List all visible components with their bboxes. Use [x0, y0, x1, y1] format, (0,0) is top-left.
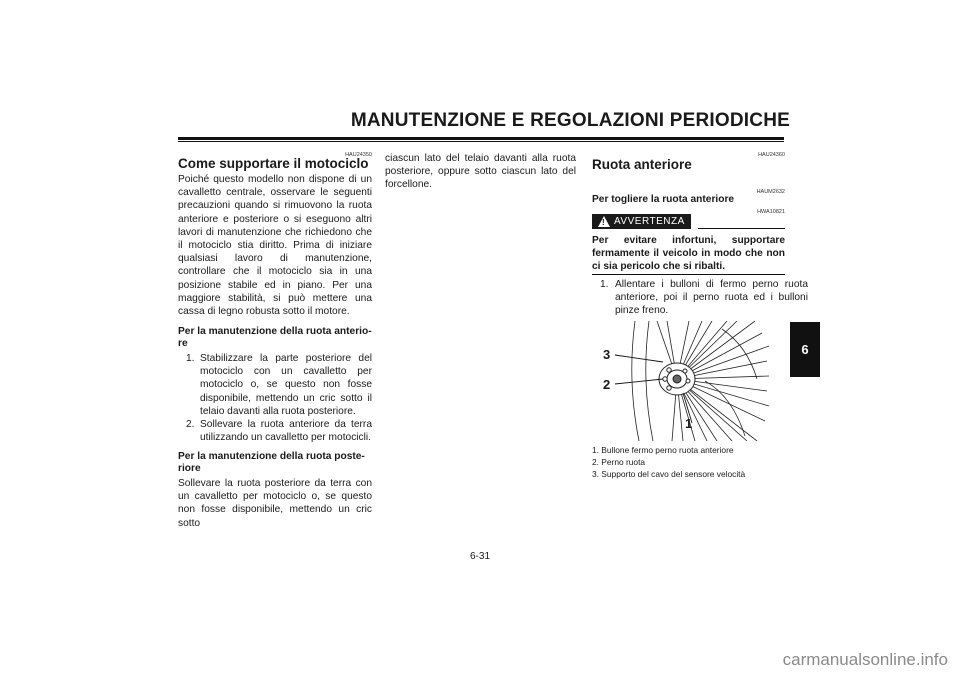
rear-wheel-paragraph: Sollevare la ruota posteriore da terra con un cavalletto per motociclo o, se questo non fosse disponibile, mettendo un cric sotto [178, 478, 372, 529]
step-text: Allentare i bulloni di fermo perno ruota anteriore, poi il perno ruota ed i bulloni pinze freno. [615, 279, 808, 317]
warning-badge [592, 214, 691, 229]
section-title: Ruota anteriore [592, 157, 692, 172]
figure-caption: 2. Perno ruota [592, 457, 646, 467]
rear-wheel-heading-line2: riore [178, 463, 201, 474]
figure-callout-1: 1 [685, 416, 693, 431]
wheel-illustration [597, 321, 769, 441]
front-wheel-heading-line2: re [178, 338, 188, 349]
step-text: Stabilizzare la parte posteriore del motociclo con un cavalletto per motociclo o, se questo non fosse disponibile, mettendo un cric sotto il telaio davanti alla ruota posteriore. [200, 353, 372, 417]
front-wheel-heading-line1: Per la manutenzione della ruota anterio- [178, 326, 372, 337]
warning-label: AVVERTENZA [614, 216, 685, 227]
figure-callout-2: 2 [603, 377, 611, 392]
section-code: HAU24350 [345, 152, 372, 158]
list-item [178, 352, 372, 418]
front-wheel-steps [178, 352, 372, 444]
continued-paragraph: ciascun lato del telaio davanti alla ruota posteriore, oppure sotto ciascun lato del forcellone. [385, 153, 576, 191]
step-number: 1. [186, 353, 195, 364]
section-title: Come supportare il motociclo [178, 156, 369, 171]
step-number: 2. [186, 419, 195, 431]
step-number: 1. [600, 279, 609, 290]
rear-wheel-heading [178, 451, 372, 475]
intro-paragraph: Poiché questo modello non dispone di un cavalletto centrale, osservare le seguenti precauzioni quando si rimuovono la ruota anteriore e posteriore o si eseguono altri lavori di manutenzione che richiedono che il motociclo stia diritto. Prima di iniziare qualsiasi lavoro di manutenzione, controllare che il motociclo sia in una posizione stabile ed in piano. Per una maggiore stabilità, si può mettere una cassa di legno robusta sotto il motore. [178, 174, 372, 318]
subsection-code: HAUM2632 [756, 189, 785, 195]
warning-code: HWA10821 [757, 209, 785, 215]
chapter-tab: 6 [790, 322, 820, 377]
front-wheel-heading [178, 326, 372, 350]
list-item [592, 278, 808, 318]
page-header-title: MANUTENZIONE E REGOLAZIONI PERIODICHE [350, 110, 790, 131]
figure-caption: 3. Supporto del cavo del sensore velocità [592, 469, 746, 479]
warning-icon: ! [598, 216, 610, 227]
warning-text: Per evitare infortuni, supportare fermamente il veicolo in modo che non ci sia pericolo che si ribalti. [592, 235, 785, 272]
header-rule-thin [178, 141, 784, 142]
figure-captions [592, 444, 785, 480]
page-number: 6-31 [469, 551, 490, 562]
header-rule [178, 137, 784, 140]
figure-caption: 1. Bullone fermo perno ruota anteriore [592, 445, 734, 455]
subsection-heading: Per togliere la ruota anteriore [592, 194, 735, 205]
section-code: HAU24360 [758, 152, 785, 158]
rear-wheel-heading-line1: Per la manutenzione della ruota poste- [178, 451, 365, 462]
step-text: Sollevare la ruota anteriore da terra utilizzando un cavalletto per motocicli. [200, 419, 372, 444]
warning-bottom-rule [592, 274, 785, 275]
list-item [178, 418, 372, 444]
figure-callout-3: 3 [603, 347, 611, 362]
warning-rule [698, 228, 785, 229]
watermark: carmanualsonline.info [782, 650, 948, 669]
front-wheel-figure [597, 321, 769, 441]
